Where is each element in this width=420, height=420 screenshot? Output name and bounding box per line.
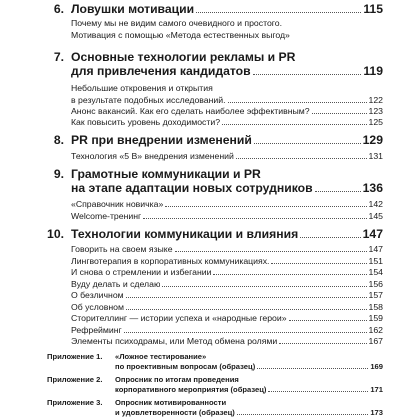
chapter-title: для привлечения кандидатов — [71, 64, 251, 78]
dot-leader — [237, 414, 369, 415]
page-number: 169 — [370, 362, 383, 371]
page-number: 122 — [368, 95, 383, 105]
section-item[interactable]: Сторителлинг — истории успеха и «народные герои» 159 — [71, 313, 383, 323]
dot-leader — [253, 74, 362, 75]
section-item[interactable]: Лингвотерапия в корпоративных коммуникациях. 151 — [71, 255, 383, 266]
dot-leader — [236, 158, 367, 159]
section-item[interactable]: в результате подобных исследований. 122 — [71, 95, 383, 105]
dot-leader — [222, 124, 366, 125]
section-item[interactable]: О безличном 157 — [71, 290, 383, 300]
dot-leader — [271, 263, 366, 264]
chapter-title: Ловушки мотивации — [71, 2, 195, 16]
chapter-title-row[interactable] — [71, 2, 383, 16]
dot-leader — [315, 191, 361, 192]
chapter-title: Основные технологии рекламы и PR — [71, 50, 296, 64]
page-number: 142 — [368, 199, 383, 209]
page-number: 147 — [368, 244, 383, 254]
chapter-number: 7. — [53, 50, 64, 64]
dot-leader — [165, 206, 366, 207]
page-number: 125 — [368, 117, 383, 127]
page-number: 162 — [368, 324, 383, 335]
chapter-number: 9. — [53, 167, 64, 181]
chapter-number: 10. — [47, 227, 64, 241]
chapter-subtitle: Почему мы не видим самого очевидного и простого. — [71, 18, 283, 28]
dot-leader — [175, 251, 367, 252]
appendix-label: Приложение 3. — [47, 398, 103, 407]
section-item[interactable]: Как повысить уровень доходимости? 125 — [71, 117, 383, 127]
page-number: 171 — [370, 385, 383, 394]
appendix-title: Опросник мотивированности — [115, 398, 227, 407]
page-number: 167 — [368, 336, 383, 346]
dot-leader — [213, 274, 366, 275]
section-item[interactable]: Анонс вакансий. Как его сделать наиболее эффективным? 123 — [71, 106, 383, 116]
dot-leader — [162, 286, 366, 287]
dot-leader — [300, 237, 360, 238]
page-number: 157 — [368, 290, 383, 300]
page-number: 119 — [363, 64, 383, 78]
section-item[interactable]: Технология «5 В» внедрения изменений 131 — [71, 151, 383, 161]
dot-leader — [312, 113, 367, 114]
page-number: 131 — [368, 151, 383, 161]
section-item[interactable]: И снова о стремлении и избегании 154 — [71, 267, 383, 277]
chapter-title-row[interactable] — [71, 64, 383, 78]
chapter-title: PR при внедрении изменений — [71, 133, 252, 147]
dot-leader — [126, 297, 367, 298]
page-number: 159 — [368, 313, 383, 323]
section-item[interactable]: Вуду делать и сделаю 156 — [71, 278, 383, 289]
appendix-entry[interactable]: и удовлетворенности (образец) 173 — [115, 408, 383, 417]
appendix-entry[interactable]: корпоративного мероприятия (образец) 171 — [115, 385, 383, 394]
page-number: 158 — [368, 301, 383, 312]
appendix-label: Приложение 1. — [47, 352, 103, 361]
section-item: Небольшие откровения и открытия — [71, 83, 213, 93]
appendix-label: Приложение 2. — [47, 375, 103, 384]
page-number: 151 — [368, 255, 383, 266]
section-item[interactable]: Говорить на своем языке 147 — [71, 244, 383, 254]
chapter-subtitle: Мотивация с помощью «Метода естественных выгод» — [71, 30, 290, 40]
page-number: 145 — [368, 211, 383, 221]
dot-leader — [124, 332, 367, 333]
chapter-title-row[interactable] — [71, 227, 383, 241]
dot-leader — [143, 218, 366, 219]
appendix-title: «Ложное тестирование» — [115, 352, 207, 361]
dot-leader — [279, 343, 366, 344]
section-item[interactable]: Об условном 158 — [71, 301, 383, 312]
dot-leader — [257, 368, 368, 369]
section-item[interactable]: Рефрейминг 162 — [71, 324, 383, 335]
page-number: 154 — [368, 267, 383, 277]
section-item[interactable]: «Справочник новичка» 142 — [71, 199, 383, 209]
section-item[interactable]: Welcome-тренинг 145 — [71, 211, 383, 221]
appendix-title: Опросник по итогам проведения — [115, 375, 239, 384]
chapter-number: 6. — [53, 2, 64, 16]
page-number: 147 — [362, 227, 383, 241]
chapter-title: на этапе адаптации новых сотрудников — [71, 181, 313, 195]
dot-leader — [254, 143, 361, 144]
dot-leader — [196, 12, 361, 13]
dot-leader — [289, 320, 367, 321]
dot-leader — [228, 102, 367, 103]
page-number: 123 — [368, 106, 383, 116]
appendix-entry[interactable]: по проективным вопросам (образец) 169 — [115, 362, 383, 371]
page-number: 156 — [368, 278, 383, 289]
chapter-number: 8. — [53, 133, 64, 147]
dot-leader — [268, 391, 368, 392]
chapter-title: Грамотные коммуникации и PR — [71, 167, 261, 181]
page-number: 115 — [363, 2, 383, 16]
page-number: 129 — [362, 133, 383, 147]
page-number: 136 — [362, 181, 383, 195]
section-item[interactable]: Элементы психодрамы, или Метод обмена ролями 167 — [71, 336, 383, 346]
chapter-title-row[interactable] — [71, 133, 383, 147]
chapter-title: Технологии коммуникации и влияния — [71, 227, 299, 241]
dot-leader — [126, 309, 367, 310]
page-number: 173 — [370, 408, 383, 417]
chapter-title-row[interactable] — [71, 181, 383, 195]
